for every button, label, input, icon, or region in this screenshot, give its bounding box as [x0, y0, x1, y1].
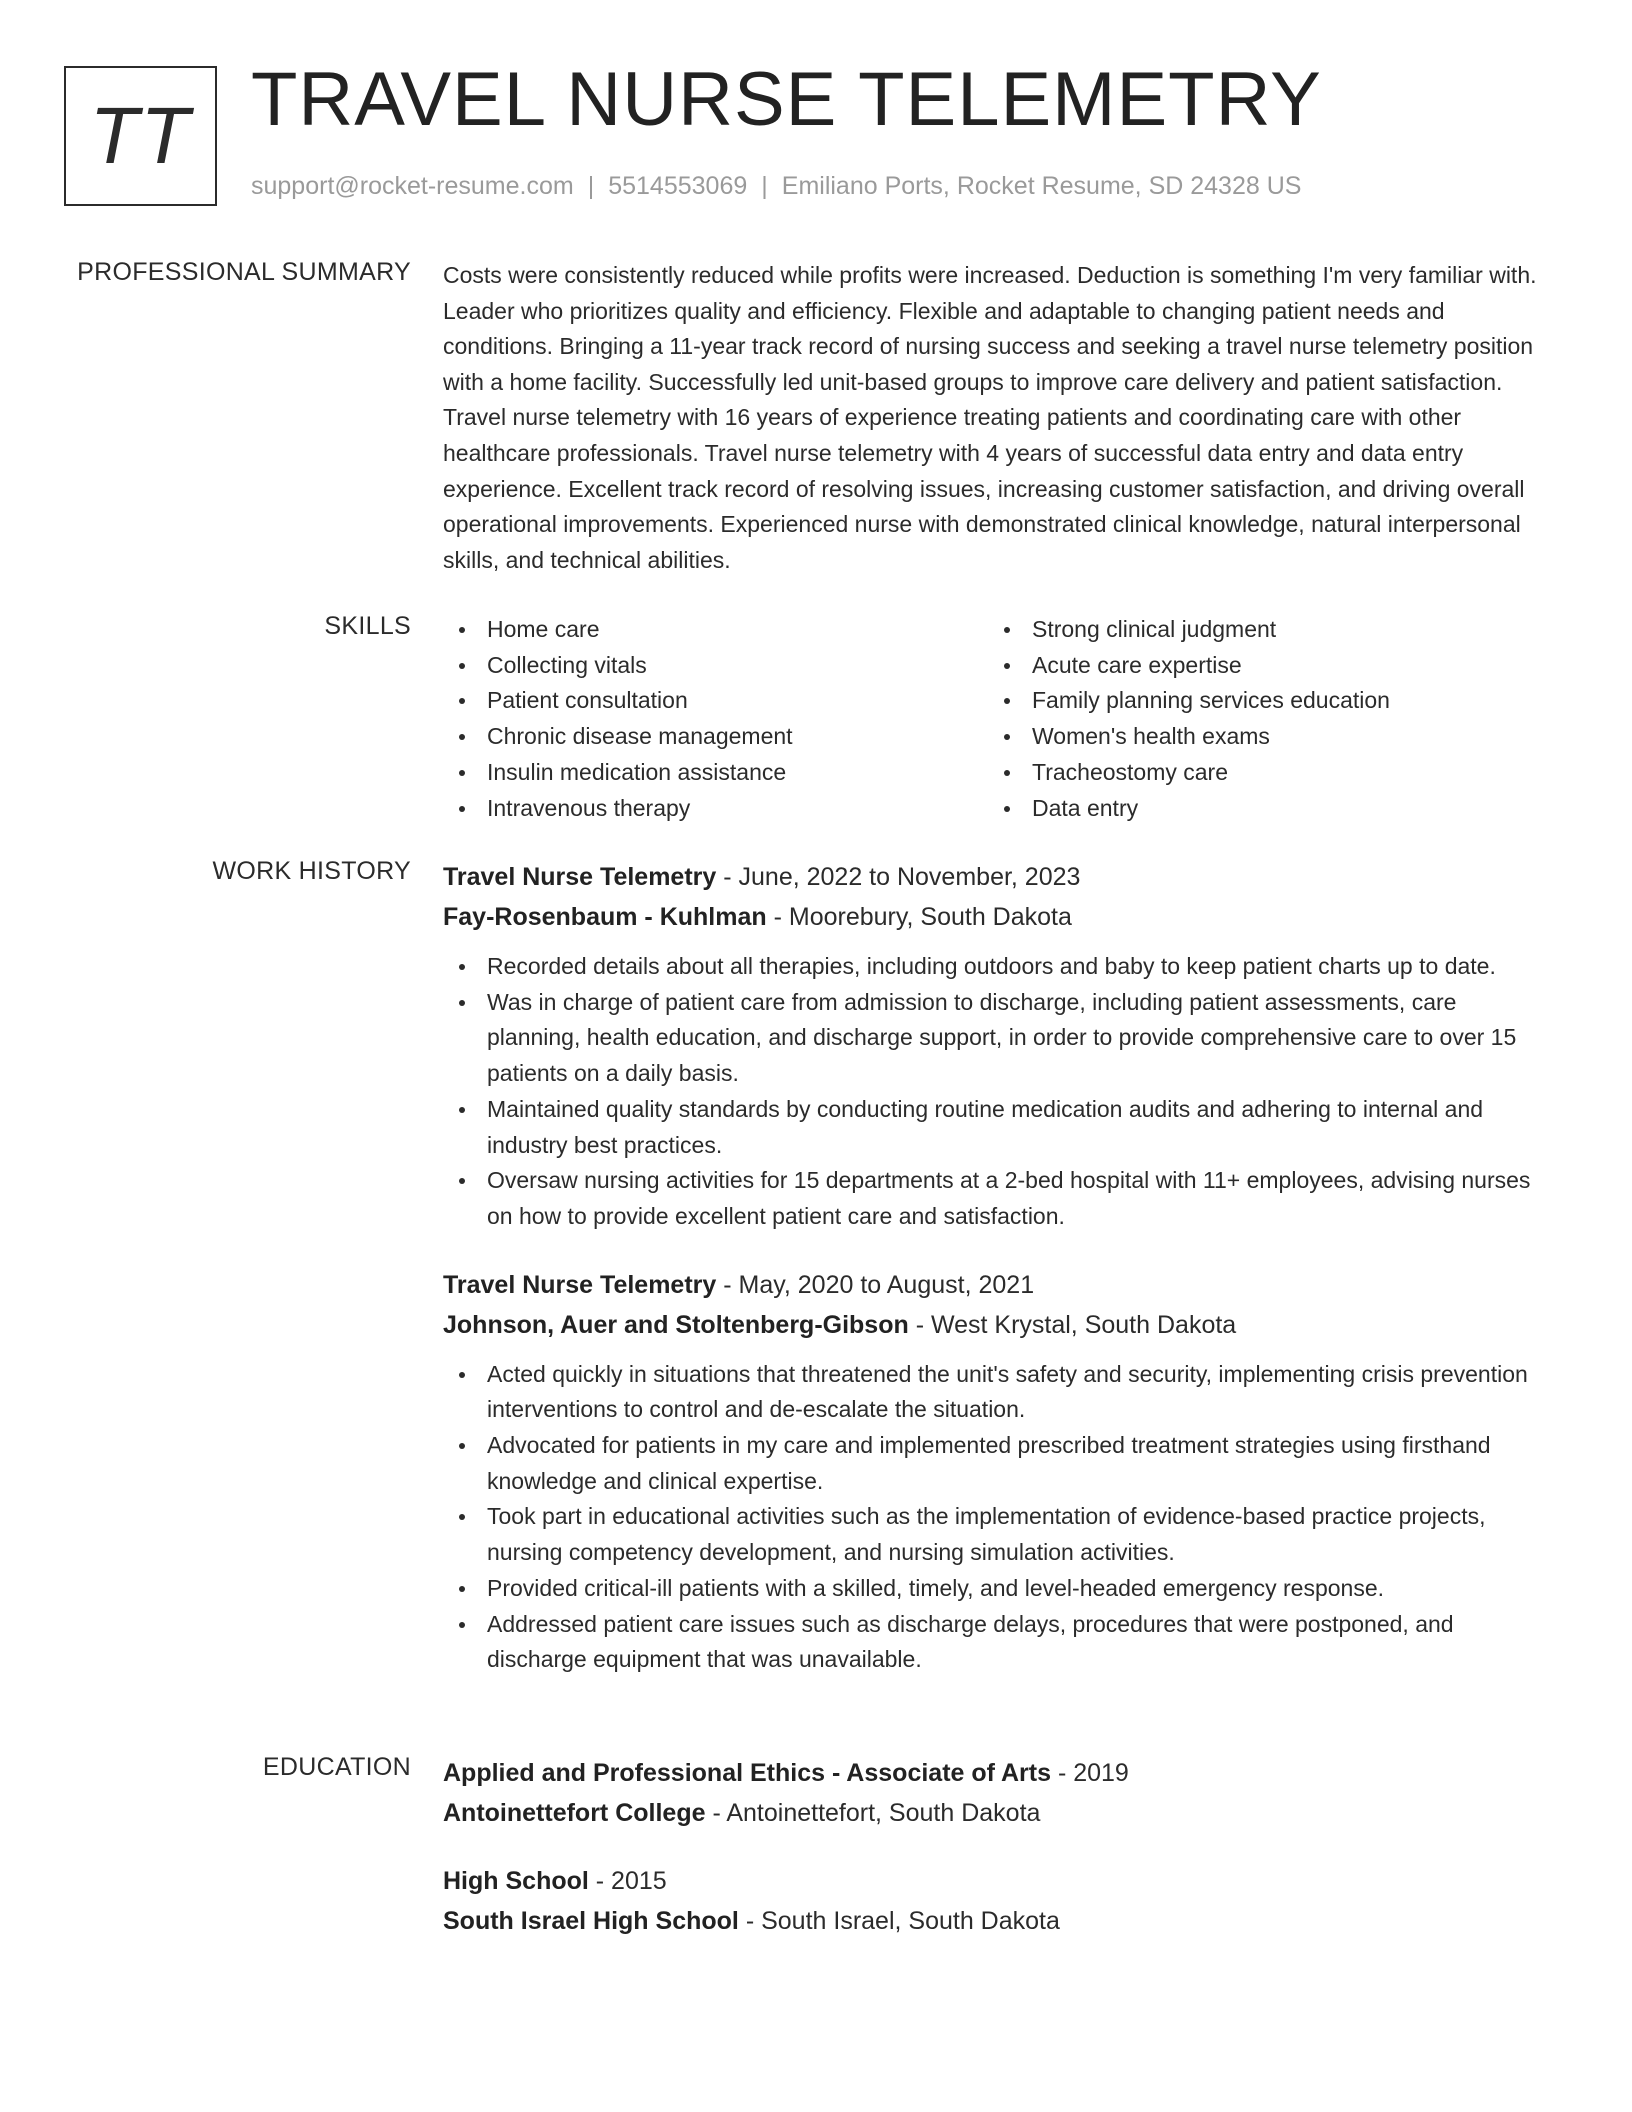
- education-school: Antoinettefort College: [443, 1799, 706, 1827]
- job-title: Travel Nurse Telemetry: [443, 863, 717, 891]
- education-year: - 2015: [588, 1867, 667, 1895]
- contact-separator: |: [587, 172, 595, 200]
- job-title-line: [443, 857, 1553, 897]
- education-entry: [443, 1753, 1553, 1833]
- skill-item: Acute care expertise: [988, 648, 1533, 684]
- job-bullets: [443, 949, 1553, 1235]
- skill-item: Chronic disease management: [443, 719, 988, 755]
- skills-list-left: [443, 612, 988, 826]
- skill-item: Insulin medication assistance: [443, 755, 988, 791]
- education-school-line: [443, 1793, 1553, 1833]
- job-dates: - June, 2022 to November, 2023: [716, 863, 1081, 891]
- summary-text: Costs were consistently reduced while profits were increased. Deduction is something I'm very familiar with. Leader who prioritizes quality and efficiency. Flexible and adaptable to changing patient needs and conditions. Bringing a 11-year track record of nursing success and seeking a travel nurse telemetry position with a home facility. Successfully led unit-based groups to improve care delivery and patient satisfaction. Travel nurse telemetry with 16 years of experience treating patients and coordinating care with other healthcare professionals. Travel nurse telemetry with 4 years of successful data entry and data entry experience. Excellent track record of resolving issues, increasing customer satisfaction, and driving overall operational improvements. Experienced nurse with demonstrated clinical knowledge, natural interpersonal skills, and technical abilities.: [443, 262, 1537, 573]
- job-company-line: [443, 1305, 1553, 1345]
- section-label-education: EDUCATION: [262, 1753, 411, 1781]
- job-bullet: Acted quickly in situations that threatened the unit's safety and security, implementing crisis prevention interventions to control and de-escalate the situation.: [443, 1357, 1553, 1428]
- page-title: TRAVEL NURSE TELEMETRY: [251, 57, 1322, 142]
- education-year: - 2019: [1051, 1759, 1129, 1787]
- job-bullet: Maintained quality standards by conducting routine medication audits and adhering to internal and industry best practices.: [443, 1092, 1553, 1163]
- skill-item: Women's health exams: [988, 719, 1533, 755]
- job-title-line: [443, 1265, 1553, 1305]
- monogram-badge: TT: [64, 66, 217, 206]
- skill-item: Collecting vitals: [443, 648, 988, 684]
- job-bullet: Oversaw nursing activities for 15 departments at a 2-bed hospital with 11+ employees, advising nurses on how to provide excellent patient care and satisfaction.: [443, 1163, 1553, 1234]
- job-bullet: Addressed patient care issues such as discharge delays, procedures that were postponed, and discharge equipment that was unavailable.: [443, 1607, 1553, 1678]
- education-entry: [443, 1861, 1553, 1941]
- section-label-skills: SKILLS: [324, 612, 411, 640]
- job-bullet: Was in charge of patient care from admission to discharge, including patient assessments, care planning, health education, and discharge support, in order to provide comprehensive care to over 15 patients on a daily basis.: [443, 985, 1553, 1092]
- job-title: Travel Nurse Telemetry: [443, 1270, 717, 1299]
- contact-line: [251, 172, 1301, 201]
- education-location: - South Israel, South Dakota: [738, 1907, 1060, 1935]
- contact-address: Emiliano Ports, Rocket Resume, SD 24328 US: [781, 172, 1302, 200]
- education-school-line: [443, 1901, 1553, 1941]
- job-bullet: Advocated for patients in my care and implemented prescribed treatment strategies using firsthand knowledge and clinical expertise.: [443, 1428, 1553, 1499]
- job-company: Fay-Rosenbaum - Kuhlman: [443, 903, 767, 931]
- education-degree: Applied and Professional Ethics - Associate of Arts: [443, 1759, 1051, 1787]
- job-company: Johnson, Auer and Stoltenberg-Gibson: [443, 1310, 909, 1339]
- job-bullet: Took part in educational activities such as the implementation of evidence-based practice projects, nursing competency development, and nursing simulation activities.: [443, 1499, 1553, 1570]
- job-bullet: Recorded details about all therapies, including outdoors and baby to keep patient charts up to date.: [443, 949, 1553, 985]
- skill-item: Tracheostomy care: [988, 755, 1533, 791]
- contact-separator: |: [761, 172, 768, 200]
- skill-item: Patient consultation: [443, 683, 988, 719]
- skills-list-right: [988, 612, 1533, 826]
- education-degree-line: [443, 1861, 1553, 1901]
- education-school: South Israel High School: [443, 1907, 739, 1935]
- contact-phone: 5514553069: [608, 172, 748, 200]
- job-bullet: Provided critical-ill patients with a skilled, timely, and level-headed emergency response.: [443, 1571, 1553, 1607]
- job-bullets: [443, 1357, 1553, 1678]
- section-label-work: WORK HISTORY: [212, 857, 411, 885]
- education-degree: High School: [443, 1867, 589, 1895]
- skill-item: Intravenous therapy: [443, 791, 988, 827]
- section-label-summary: PROFESSIONAL SUMMARY: [77, 258, 411, 286]
- skill-item: Data entry: [988, 791, 1533, 827]
- job-company-line: [443, 897, 1553, 937]
- contact-email: support@rocket-resume.com: [251, 172, 574, 200]
- skill-item: Home care: [443, 612, 988, 648]
- education-degree-line: [443, 1753, 1553, 1793]
- job-location: - Moorebury, South Dakota: [766, 903, 1072, 931]
- job-dates: - May, 2020 to August, 2021: [716, 1270, 1035, 1299]
- job-entry: [443, 857, 1553, 1235]
- skill-item: Family planning services education: [988, 683, 1533, 719]
- skill-item: Strong clinical judgment: [988, 612, 1533, 648]
- job-location: - West Krystal, South Dakota: [908, 1310, 1237, 1339]
- job-entry: [443, 1265, 1553, 1678]
- education-location: - Antoinettefort, South Dakota: [705, 1799, 1041, 1827]
